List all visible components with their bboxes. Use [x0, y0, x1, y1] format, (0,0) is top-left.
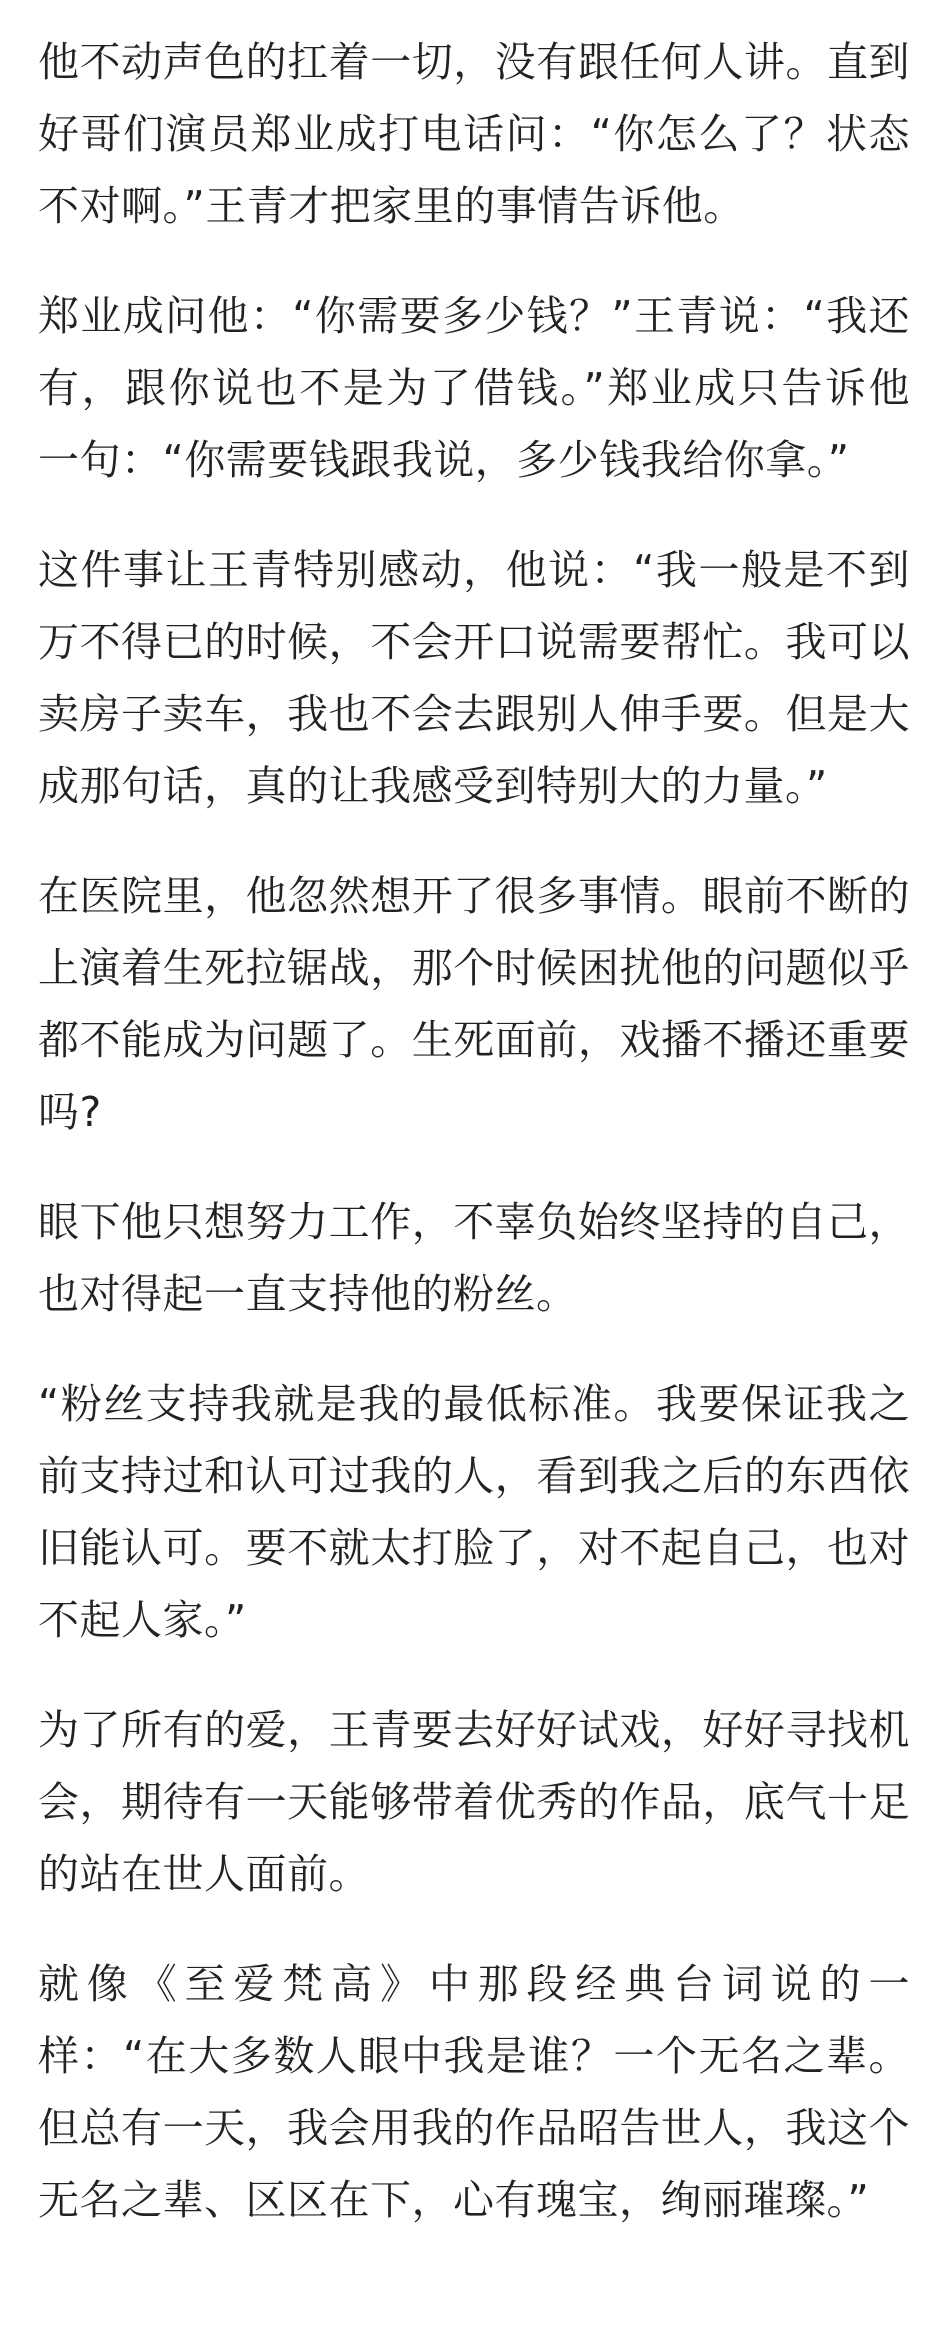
article-paragraph: 在医院里，他忽然想开了很多事情。眼前不断的上演着生死拉锯战，那个时候困扰他的问题似乎都不能成为问题了。生死面前，戏播不播还重要吗?: [38, 872, 910, 1136]
article-paragraph: 为了所有的爱，王青要去好好试戏，好好寻找机会，期待有一天能够带着优秀的作品，底气十足的站在世人面前。: [38, 1706, 910, 1898]
article-body: [38, 26, 910, 2274]
article-paragraph: “粉丝支持我就是我的最低标准。我要保证我之前支持过和认可过我的人，看到我之后的东西依旧能认可。要不就太打脸了，对不起自己，也对不起人家。”: [38, 1380, 910, 1644]
article-paragraph: 他不动声色的扛着一切，没有跟任何人讲。直到好哥们演员郑业成打电话问：“你怎么了？状态不对啊。”王青才把家里的事情告诉他。: [38, 38, 910, 230]
article-paragraph: 郑业成问他：“你需要多少钱？”王青说：“我还有，跟你说也不是为了借钱。”郑业成只告诉他一句：“你需要钱跟我说，多少钱我给你拿。”: [38, 292, 910, 484]
article-paragraph: 这件事让王青特别感动，他说：“我一般是不到万不得已的时候，不会开口说需要帮忙。我可以卖房子卖车，我也不会去跟别人伸手要。但是大成那句话，真的让我感受到特别大的力量。”: [38, 546, 910, 810]
article-paragraph: 眼下他只想努力工作，不辜负始终坚持的自己，也对得起一直支持他的粉丝。: [38, 1198, 910, 1318]
article-paragraph: 就像《至爱梵高》中那段经典台词说的一样：“在大多数人眼中我是谁？一个无名之辈。但总有一天，我会用我的作品昭告世人，我这个无名之辈、区区在下，心有瑰宝，绚丽璀璨。”: [38, 1960, 910, 2224]
